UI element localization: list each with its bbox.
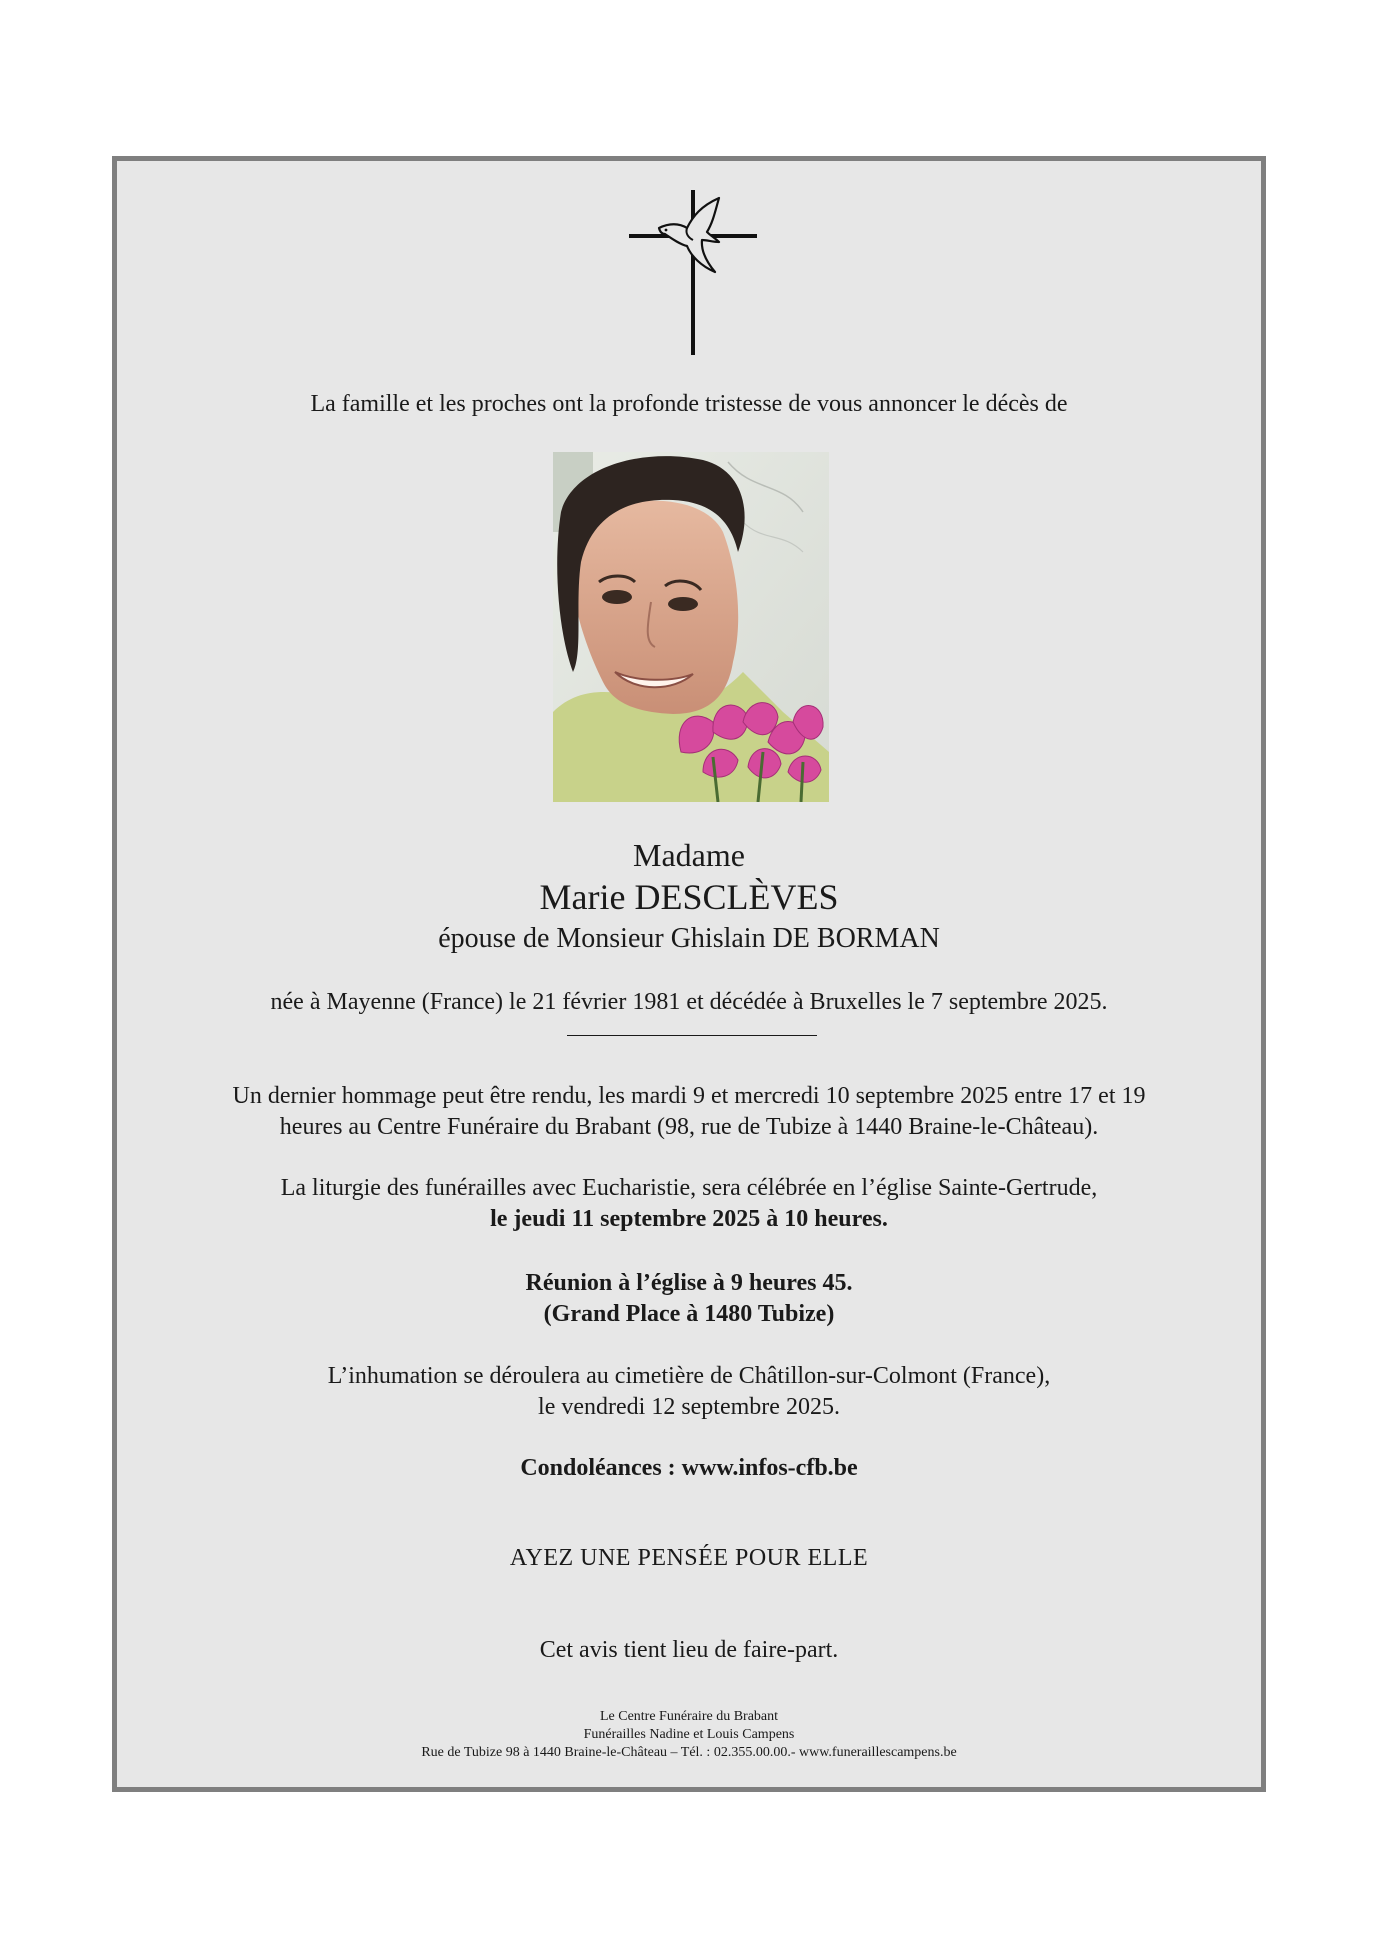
hommage-line-2: heures au Centre Funéraire du Brabant (98, rue de Tubize à 1440 Braine-le-Château).	[279, 1114, 1099, 1140]
liturgy-line-1: La liturgie des funérailles avec Eucharistie, sera célébrée en l’église Sainte-Gertrude,	[280, 1175, 1098, 1201]
thought-line: AYEZ UNE PENSÉE POUR ELLE	[509, 1545, 869, 1571]
funeral-home-footer	[117, 1708, 1261, 1762]
meeting-line-2: (Grand Place à 1480 Tubize)	[543, 1301, 835, 1327]
hommage-paragraph	[117, 1081, 1261, 1143]
burial-line-2: le vendredi 12 septembre 2025.	[538, 1394, 840, 1420]
meeting-paragraph	[117, 1268, 1261, 1330]
meeting-line-1: Réunion à l’église à 9 heures 45.	[525, 1270, 853, 1296]
portrait-photo	[553, 452, 829, 802]
divider	[567, 1035, 817, 1036]
spouse-line: épouse de Monsieur Ghislain DE BORMAN	[438, 923, 940, 954]
condolences-line: Condoléances : www.infos-cfb.be	[520, 1455, 858, 1481]
intro-text: La famille et les proches ont la profonde tristesse de vous annoncer le décès de	[310, 391, 1068, 417]
footer-line-2: Funérailles Nadine et Louis Campens	[583, 1727, 795, 1742]
deceased-name: Marie DESCLÈVES	[539, 877, 839, 917]
cross-with-dove-icon	[629, 190, 757, 355]
hommage-line-1: Un dernier hommage peut être rendu, les mardi 9 et mercredi 10 septembre 2025 entre 17 et 19	[232, 1083, 1146, 1109]
obituary-card	[112, 156, 1266, 1792]
deceased-title: Madame	[633, 837, 745, 873]
burial-paragraph	[117, 1361, 1261, 1423]
birth-death-dates: née à Mayenne (France) le 21 février 1981 et décédée à Bruxelles le 7 septembre 2025.	[270, 989, 1108, 1015]
liturgy-date: le jeudi 11 septembre 2025 à 10 heures.	[490, 1206, 888, 1232]
liturgy-paragraph	[117, 1173, 1261, 1235]
footer-line-3: Rue de Tubize 98 à 1440 Braine-le-Château – Tél. : 02.355.00.00.- www.funeraillescampens.be	[421, 1745, 957, 1760]
notice-line: Cet avis tient lieu de faire-part.	[539, 1637, 839, 1663]
footer-line-1: Le Centre Funéraire du Brabant	[599, 1709, 779, 1724]
burial-line-1: L’inhumation se déroulera au cimetière de Châtillon-sur-Colmont (France),	[327, 1363, 1051, 1389]
